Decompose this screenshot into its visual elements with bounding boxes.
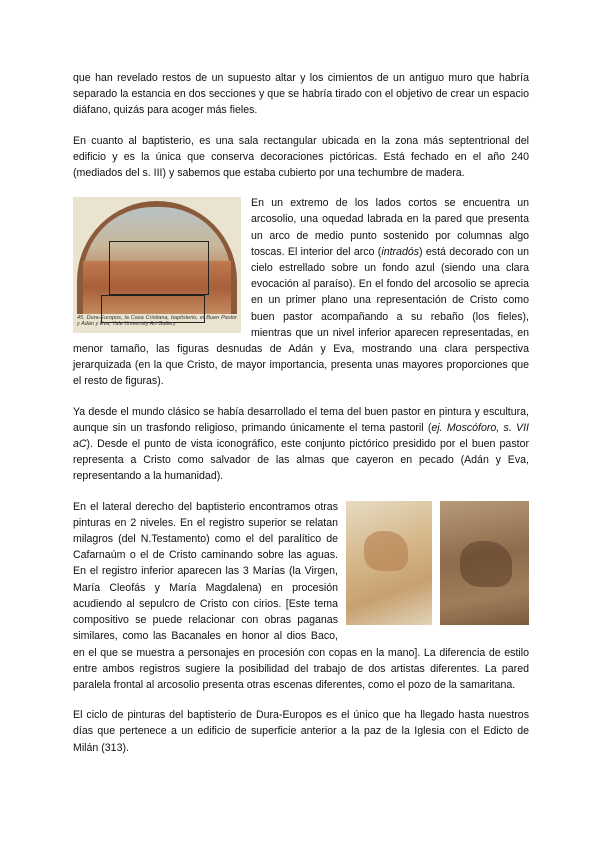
- paragraph-4-text-a: Ya desde el mundo clásico se había desarrollado el tema del buen pastor en pintura y escultura, aunque sin un trasfondo religioso, primando únicamente el tema pastoril (: [73, 405, 529, 434]
- painting-photo-left: [346, 501, 432, 625]
- paragraph-1: que han revelado restos de un supuesto altar y los cimientos de un antiguo muro que habría separado la estancia en dos secciones y que se habría tirado con el objetivo de crear un espacio diáfano, quizás para acoger más fieles.: [73, 72, 529, 117]
- highlight-box-shepherd: [109, 241, 209, 295]
- paragraph-6: El ciclo de pinturas del baptisterio de Dura-Europos es el único que ha llegado hasta nuestros días que pertenece a un edificio de superficie anterior a la paz de la Iglesia con el Edicto de Milán (313).: [73, 709, 529, 754]
- arcosolio-figure: [73, 197, 241, 333]
- paragraph-3-text-b: ) está decorado con un cielo estrellado sobre un fondo azul (siendo una clara evocación al paraíso). En el fondo del arcosolio se aprecia en un primer plano una representación de Cristo como buen pastor acompañando a su rebaño (los fieles), mientras que un nivel inferior aparecen representadas, en menor tamaño, las figuras desnudas de Adán y Eva, mostrando una clara perspectiva jerarquizada (en la que Cristo, de mayor importancia, presenta unas mayores proporciones que el resto de figuras).: [73, 245, 529, 388]
- paragraph-5: [73, 499, 529, 693]
- paragraph-3-text-a: En un extremo de los lados cortos se encuentra un arcosolio, una oquedad labrada en la pared que presenta un arco de medio punto sostenido por columnas algo toscas. El interior del arco (: [251, 197, 529, 258]
- document-page: [73, 70, 529, 770]
- figure-caption: 45. Dura-Europos, la Casa Cristiana, baptisterio, el Buen Pastor y Adán y Eva, Yale University Art Gallery: [77, 315, 237, 328]
- paragraph-5-text: En el lateral derecho del baptisterio encontramos otras pinturas en 2 niveles. En el registro superior se relatan milagros (del N.Testamento) como el del paralítico de Cafarnaúm o el de Cristo caminando sobre las aguas. En el registro inferior aparecen las 3 Marías (la Virgen, María Cleofás y María Magdalena) en procesión acudiendo al sepulcro de Cristo con cirios. [Este tema compositivo se puede relacionar con obras paganas similares, como las Bacanales en honor al dios Baco, en el que se muestra a personajes en procesión con copas en la mano]. La diferencia de estilo entre ambos registros sugiere la posibilidad del trabajo de dos artistas diferentes. La pared paralela frontal al arcosolio presenta otras escenas diferentes, como el pozo de la samaritana.: [73, 500, 529, 691]
- paragraph-4-text-b: ). Desde el punto de vista iconográfico, este conjunto pictórico presidido por el buen pastor representa a Cristo como salvador de las almas que cayeron en pecado (Adán y Eva, representando a la humanidad).: [73, 438, 529, 483]
- paragraph-4: [73, 404, 529, 485]
- painting-photo-right: [440, 501, 529, 625]
- paragraph-2: En cuanto al baptisterio, es una sala rectangular ubicada en la zona más septentrional del edificio y es la única que conserva decoraciones pictóricas. Está fechado en el año 240 (mediados del s. III) y sabemos que estaba cubierto por una techumbre de madera.: [73, 134, 529, 180]
- intrados-term: intradós: [381, 245, 420, 258]
- moscoforo-example: ej. Moscóforo, s. VII aC: [73, 421, 529, 451]
- paragraph-3: [73, 195, 529, 389]
- lateral-paintings-figure: [346, 501, 529, 625]
